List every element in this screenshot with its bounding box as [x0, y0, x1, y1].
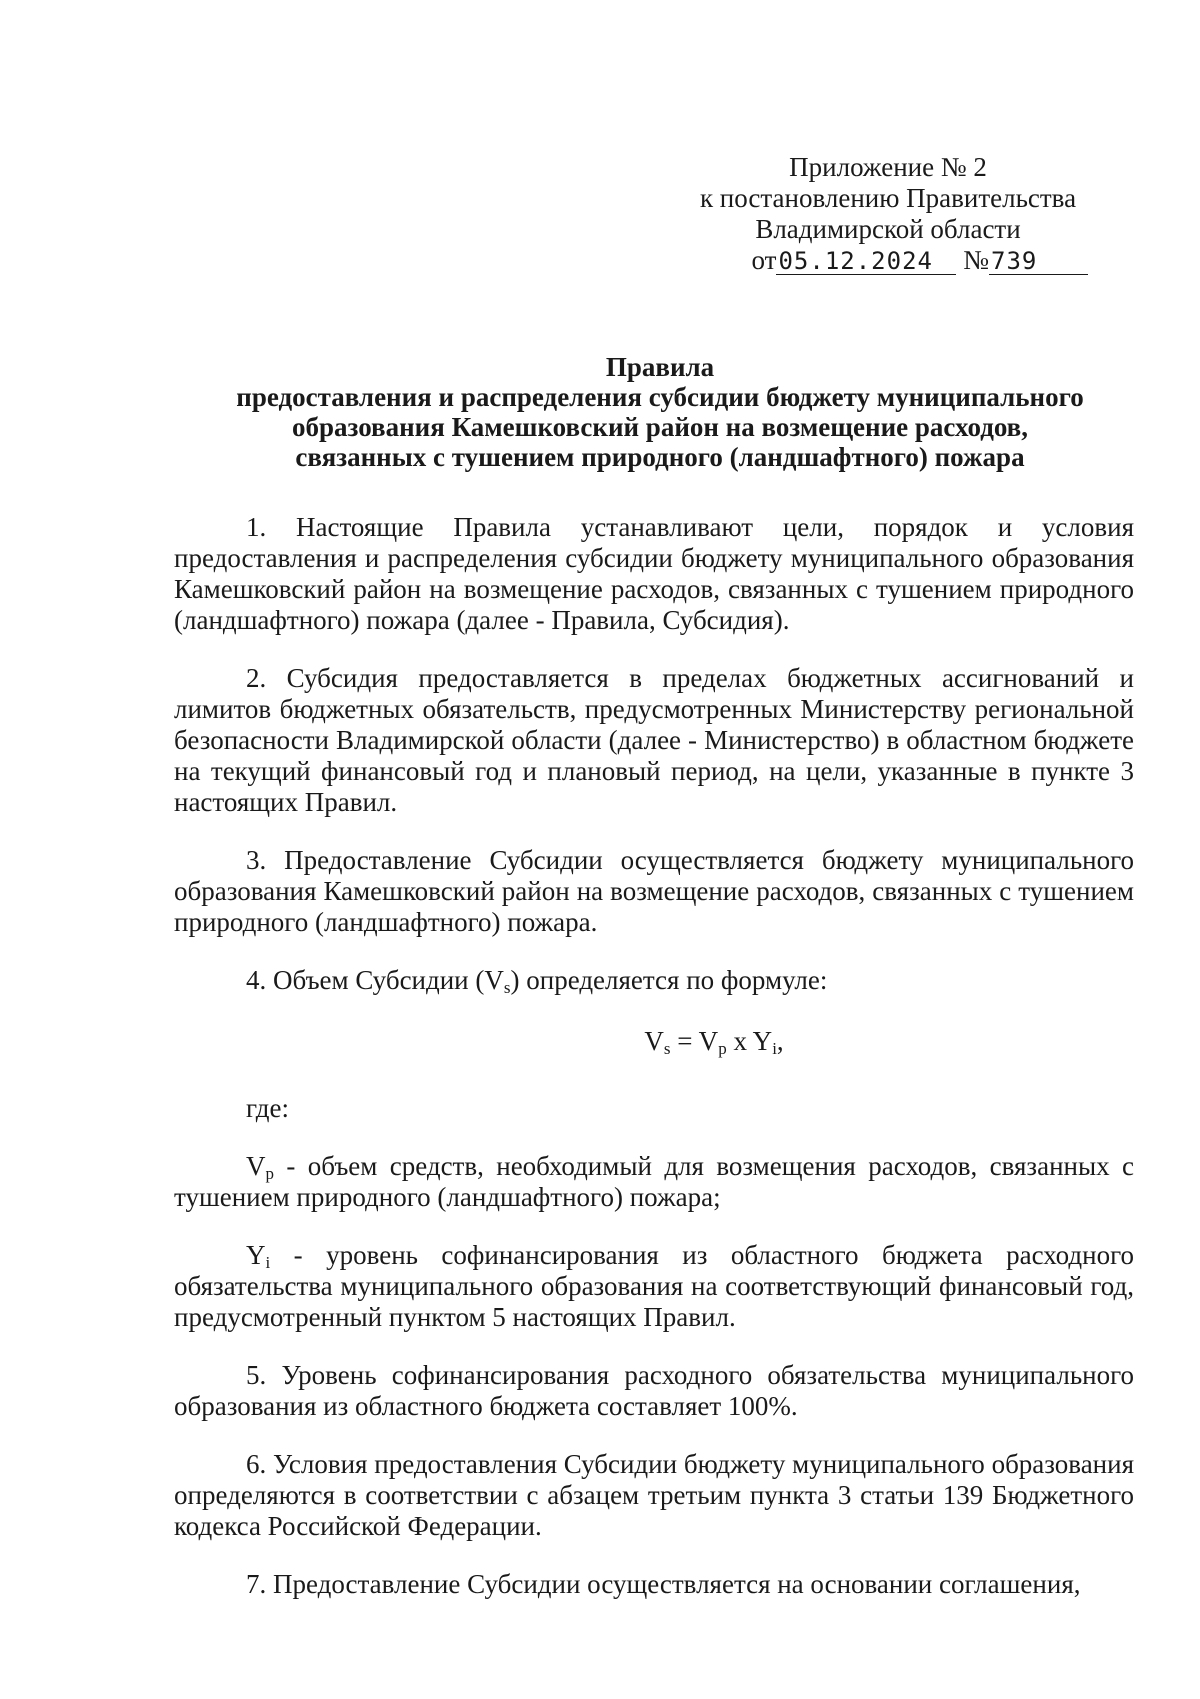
vp-symbol: V	[246, 1151, 266, 1181]
formula-sub-s: s	[663, 1039, 671, 1058]
formula-end: ,	[776, 1026, 784, 1056]
document-body	[174, 512, 1134, 1627]
vp-subscript: p	[265, 1164, 274, 1183]
paragraph-6: 6. Условия предоставления Субсидии бюджету муниципального образования определяются в соответствии с абзацем третьим пункта 3 статьи 139 Бюджетного кодекса Российской Федерации.	[174, 1449, 1134, 1541]
title-main: Правила	[605, 352, 715, 382]
yi-text: - уровень софинансирования из областного бюджета расходного обязательства муниципального образования на соответствующий финансовый год, предусмотренный пунктом 5 настоящих Правил.	[174, 1240, 1134, 1332]
paragraph-4	[174, 965, 1134, 996]
paragraph-5: 5. Уровень софинансирования расходного обязательства муниципального образования из областного бюджета составляет 100%.	[174, 1360, 1134, 1421]
yi-subscript: i	[265, 1253, 271, 1272]
formula-sub-i: i	[772, 1039, 777, 1058]
definition-yi	[174, 1240, 1134, 1333]
paragraph-1: 1. Настоящие Правила устанавливают цели, порядок и условия предоставления и распределения субсидии бюджету муниципального образования Камешковский район на возмещение расходов, связанных с тушением природного (ландшафтного) пожара (далее - Правила, Субсидия).	[174, 512, 1134, 635]
number-prefix: №	[963, 245, 989, 275]
appendix-decree-ref: к постановлению Правительства	[699, 183, 1077, 213]
vp-text: - объем средств, необходимый для возмещения расходов, связанных с тушением природного (ландшафтного) пожара;	[174, 1151, 1134, 1212]
appendix-header	[688, 152, 1088, 276]
formula-times: x Y	[726, 1026, 773, 1056]
formula-sub-p: p	[718, 1039, 727, 1058]
where-label: где:	[246, 1093, 289, 1123]
appendix-date-line	[688, 245, 1088, 276]
date-prefix: от	[751, 245, 777, 275]
decree-date: 05.12.2024	[776, 248, 956, 275]
appendix-number: Приложение № 2	[789, 152, 987, 182]
subscript-s: s	[503, 978, 511, 997]
definition-vp	[174, 1151, 1134, 1213]
decree-number: 739	[989, 248, 1088, 275]
formula-v: V	[644, 1026, 664, 1056]
document-title	[170, 352, 1150, 472]
paragraph-3: 3. Предоставление Субсидии осуществляется бюджету муниципального образования Камешковский район на возмещение расходов, связанных с тушением природного (ландшафтного) пожара.	[174, 845, 1134, 937]
title-line-1: предоставления и распределения субсидии бюджету муниципального	[236, 382, 1084, 412]
paragraph-7: 7. Предоставление Субсидии осуществляется на основании соглашения,	[246, 1569, 1081, 1599]
formula-eq: = V	[670, 1026, 719, 1056]
appendix-region: Владимирской области	[755, 214, 1021, 244]
paragraph-4-text: 4. Объем Субсидии (V	[246, 965, 504, 995]
yi-symbol: Y	[246, 1240, 266, 1270]
paragraph-2: 2. Субсидия предоставляется в пределах бюджетных ассигнований и лимитов бюджетных обязательств, предусмотренных Министерству региональной безопасности Владимирской области (далее - Министерство) в областном бюджете на текущий финансовый год и плановый период, на цели, указанные в пункте 3 настоящих Правил.	[174, 663, 1134, 817]
formula	[174, 1026, 1134, 1057]
title-line-3: связанных с тушением природного (ландшафтного) пожара	[295, 442, 1025, 472]
title-line-2: образования Камешковский район на возмещение расходов,	[291, 412, 1029, 442]
paragraph-4-text-end: ) определяется по формуле:	[510, 965, 828, 995]
